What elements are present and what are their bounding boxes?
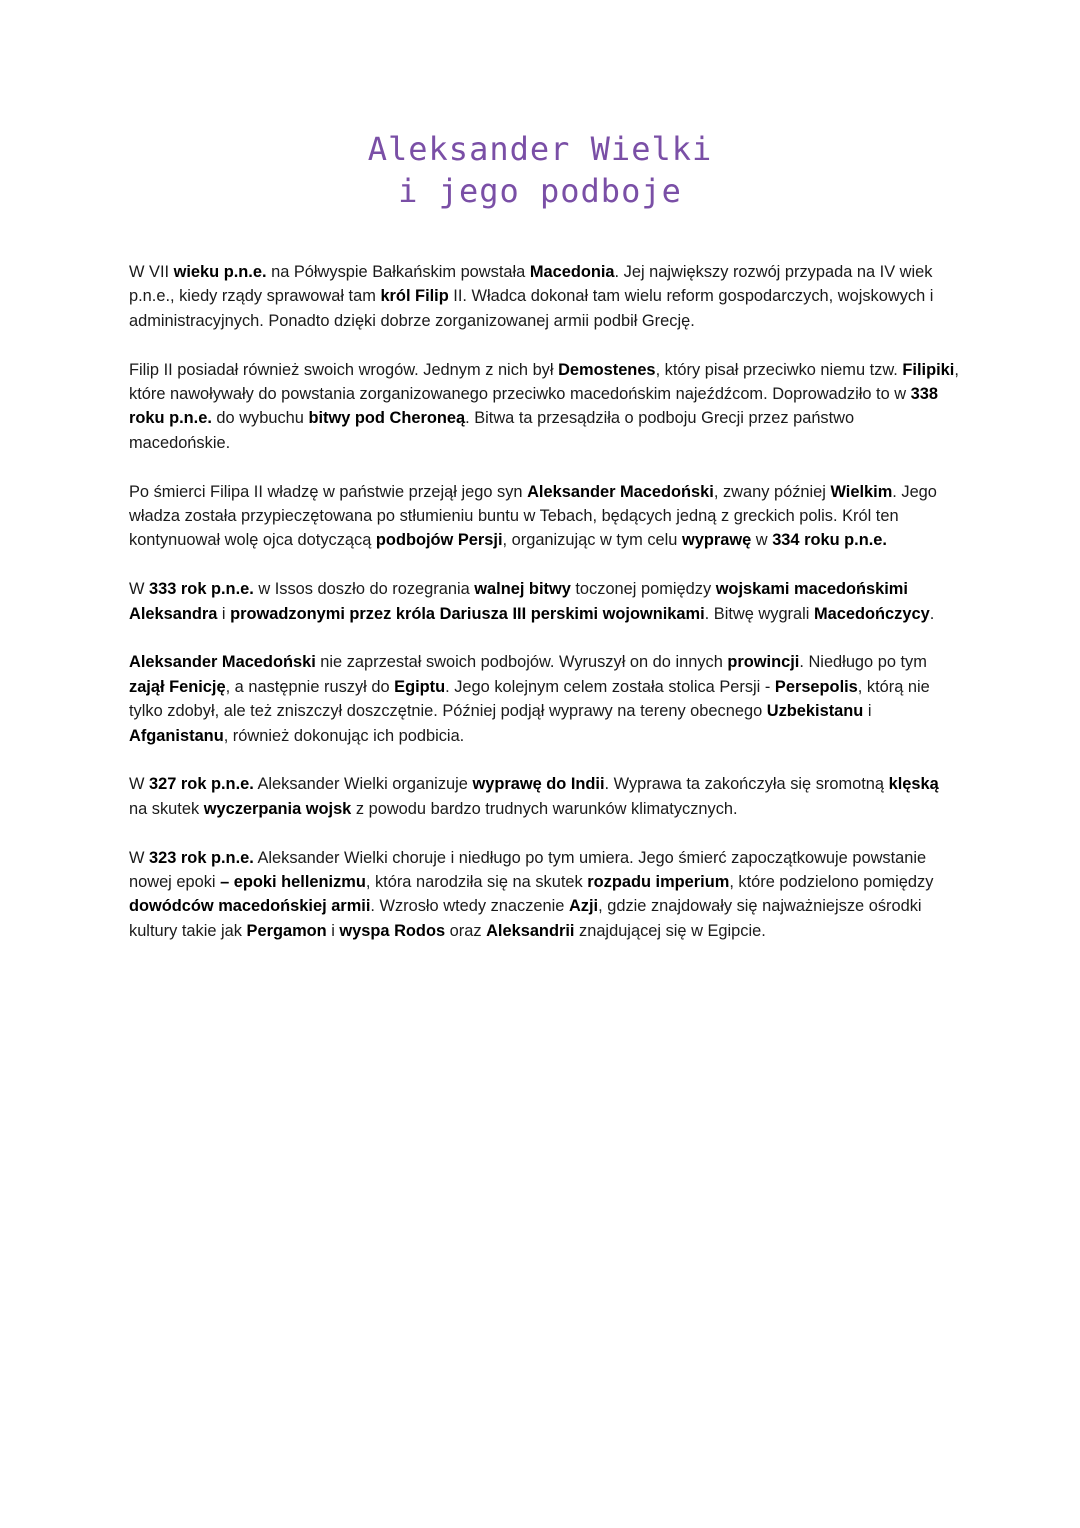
text-run: na Półwyspie Bałkańskim powstała	[266, 263, 530, 281]
text-run: i	[326, 921, 340, 940]
text-run: , a następnie ruszył do	[225, 677, 395, 696]
bold-text: wyczerpania wojsk	[203, 799, 352, 818]
bold-text: Aleksander Macedoński	[527, 482, 714, 501]
bold-text: 334 roku p.n.e.	[772, 531, 887, 550]
text-run: , również dokonując ich podbicia.	[223, 726, 465, 745]
bold-text: Macedończycy	[813, 604, 930, 623]
text-run: , które nawoływały do powstania zorganizowanego przeciwko macedońskim najeźdźcom. Doprowadziło to w	[129, 360, 959, 404]
page-title	[0, 128, 1080, 212]
text-run: . Jego władza została przypieczętowana po stłumieniu buntu w Tebach, będących jedną z greckich polis. Król ten kontynuował wolę ojca dotyczącą	[129, 482, 937, 550]
bold-text: Persepolis	[774, 677, 858, 696]
bold-text: wojskami macedońskimi Aleksandra	[129, 580, 908, 623]
text-run: , którą nie tylko zdobył, ale też zniszczył doszczętnie. Później podjął wyprawy na tereny obecnego	[129, 677, 930, 721]
bold-text: prowincji	[727, 653, 800, 672]
bold-text: król Filip	[380, 287, 449, 306]
bold-text: rozpadu imperium	[587, 873, 730, 892]
bold-text: wyspa Rodos	[339, 921, 446, 940]
title-line-1: Aleksander Wielki	[367, 130, 713, 168]
paragraph-1	[129, 260, 959, 333]
text-run: . Jej największy rozwój przypada na IV wiek p.n.e., kiedy rządy sprawował tam	[129, 263, 933, 306]
text-run: i	[217, 604, 231, 623]
bold-text: Afganistanu	[129, 726, 224, 745]
text-run: toczonej pomiędzy	[570, 580, 716, 599]
paragraph-7	[129, 846, 959, 944]
bold-text: dowódców macedońskiej armii	[129, 897, 371, 916]
paragraph-5	[129, 650, 959, 748]
text-run: do wybuchu	[211, 409, 309, 428]
bold-text: wyprawę	[681, 531, 752, 550]
paragraph-3	[129, 480, 959, 553]
text-run: . Bitwa ta przesądziła o podboju Grecji przez państwo macedońskie.	[129, 409, 855, 452]
bold-text: – epoki hellenizmu	[220, 873, 366, 892]
bold-text: Azji	[568, 897, 599, 916]
text-run: w	[751, 531, 773, 550]
bold-text: Demostenes	[558, 360, 656, 379]
text-run: , gdzie znajdowały się najważniejsze ośrodki kultury takie jak	[129, 897, 922, 940]
text-run: W VII	[129, 263, 174, 281]
text-run: , organizując w tym celu	[502, 531, 682, 550]
bold-text: 338 roku p.n.e.	[129, 385, 939, 428]
text-run: . Wzrosło wtedy znaczenie	[370, 897, 569, 916]
bold-text: zajął Fenicję	[129, 677, 226, 696]
bold-text: Egiptu	[394, 677, 446, 696]
text-run: znajdującej się w Egipcie.	[574, 921, 766, 940]
bold-text: 323 rok p.n.e.	[149, 848, 254, 867]
text-run: . Jego kolejnym celem została stolica Persji -	[445, 677, 775, 696]
text-run: w Issos doszło do rozegrania	[253, 580, 475, 599]
text-run: W	[129, 848, 150, 867]
title-line-2: i jego podboje	[398, 172, 682, 210]
text-run: , która narodziła się na skutek	[365, 873, 588, 892]
paragraph-4	[129, 577, 959, 626]
text-run: i	[863, 702, 872, 721]
bold-text: Filipiki	[902, 360, 955, 379]
text-run: W	[129, 775, 150, 794]
bold-text: 333 rok p.n.e.	[149, 580, 254, 599]
text-run: , który pisał przeciwko niemu tzw.	[655, 360, 903, 379]
text-run: W	[129, 580, 150, 599]
text-run: Po śmierci Filipa II władzę w państwie przejął jego syn	[129, 482, 528, 501]
text-run: Aleksander Wielki organizuje	[253, 775, 473, 794]
bold-text: wieku p.n.e.	[173, 263, 267, 281]
bold-text: Macedonia	[529, 263, 615, 281]
bold-text: bitwy pod Cheroneą	[308, 409, 466, 428]
text-run: nie zaprzestał swoich podbojów. Wyruszył on do innych	[315, 653, 728, 672]
bold-text: Pergamon	[246, 921, 327, 940]
bold-text: prowadzonymi przez króla Dariusza III perskimi wojownikami	[230, 604, 705, 623]
bold-text: Aleksander Macedoński	[129, 653, 316, 672]
text-run: , które podzielono pomiędzy	[729, 873, 934, 892]
text-run: , zwany później	[713, 482, 831, 501]
paragraph-2	[129, 358, 959, 456]
document-body	[129, 260, 959, 968]
text-run: . Niedługo po tym	[799, 653, 927, 672]
text-run: .	[929, 604, 935, 623]
bold-text: Wielkim	[830, 482, 893, 501]
bold-text: Uzbekistanu	[766, 702, 864, 721]
bold-text: podbojów Persji	[375, 531, 503, 550]
bold-text: 327 rok p.n.e.	[149, 775, 254, 794]
paragraph-6	[129, 772, 959, 821]
bold-text: wyprawę do Indii	[472, 775, 605, 794]
text-run: na skutek	[129, 799, 204, 818]
text-run: . Wyprawa ta zakończyła się sromotną	[604, 775, 889, 794]
text-run: Filip II posiadał również swoich wrogów. Jednym z nich był	[129, 360, 559, 379]
bold-text: walnej bitwy	[474, 580, 571, 599]
text-run: z powodu bardzo trudnych warunków klimatycznych.	[351, 799, 738, 818]
text-run: . Bitwę wygrali	[704, 604, 814, 623]
bold-text: Aleksandrii	[486, 921, 575, 940]
bold-text: klęską	[888, 775, 939, 794]
text-run: Aleksander Wielki choruje i niedługo po tym umiera. Jego śmierć zapoczątkowuje powstanie nowej epoki	[129, 848, 927, 892]
text-run: oraz	[445, 921, 487, 940]
text-run: II. Władca dokonał tam wielu reform gospodarczych, wojskowych i administracyjnych. Ponadto dzięki dobrze zorganizowanej armii podbił Grecję.	[129, 287, 934, 330]
